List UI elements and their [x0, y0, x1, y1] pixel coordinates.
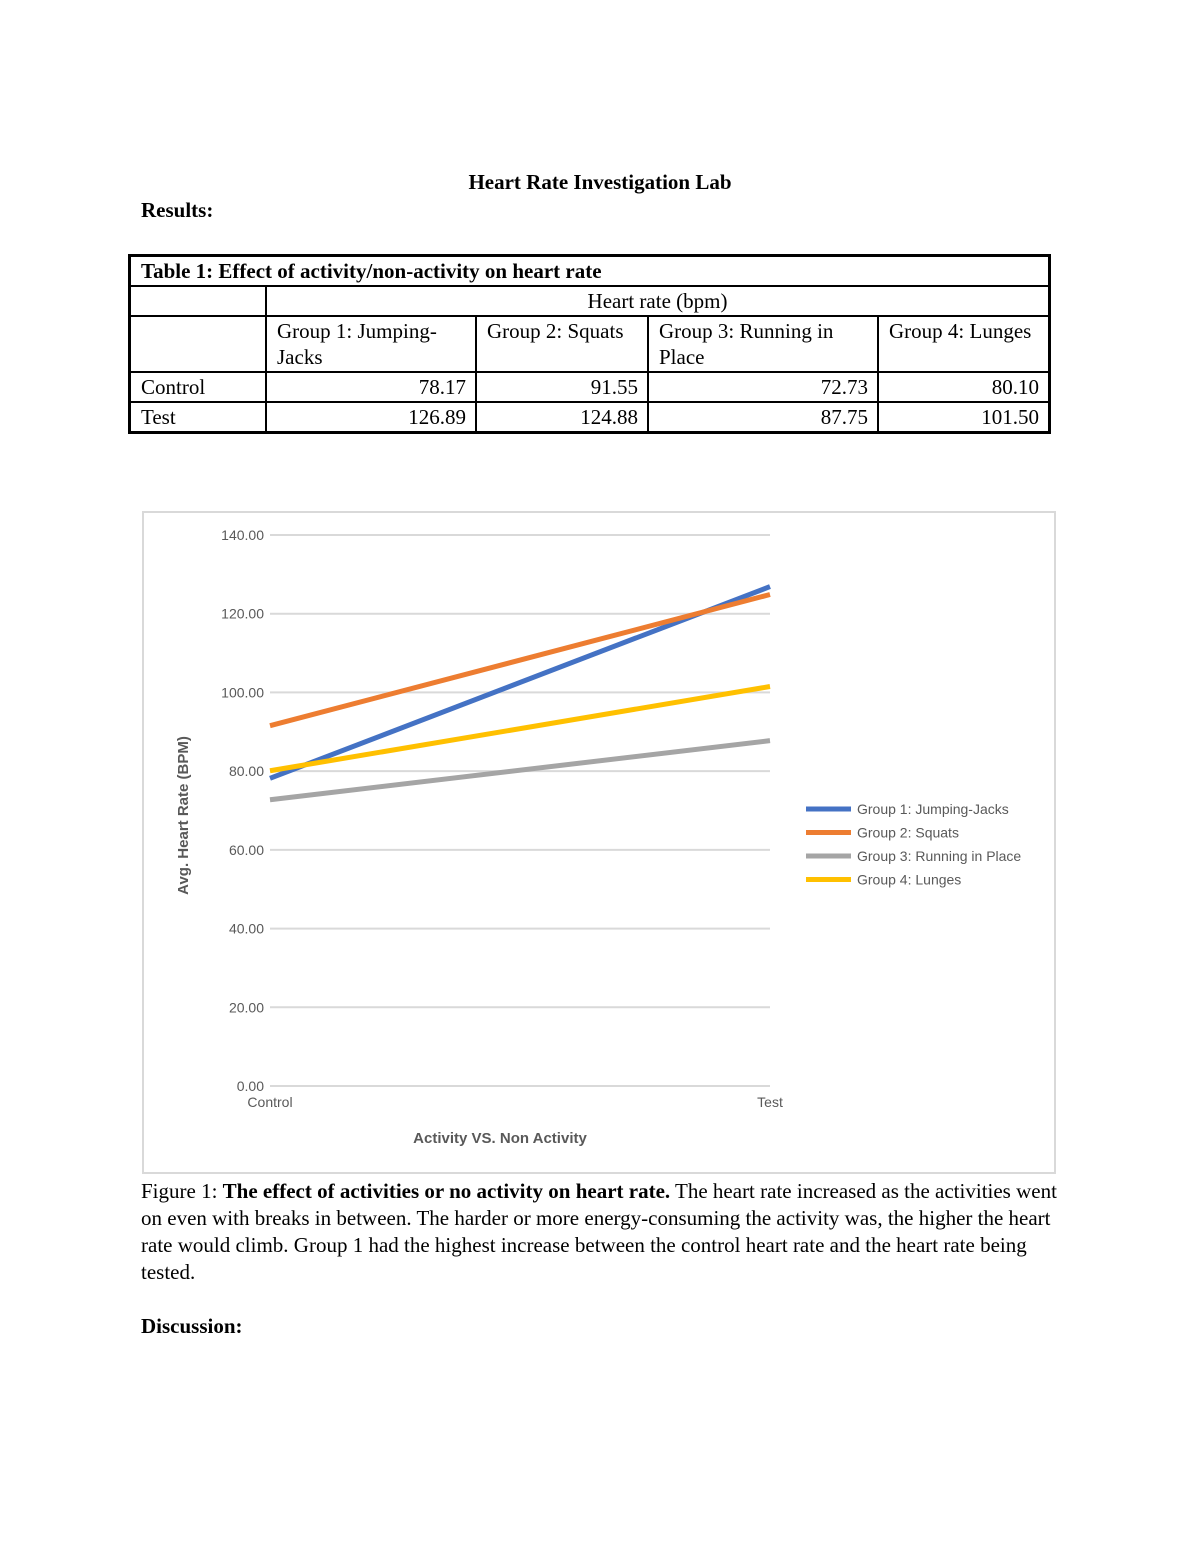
table-caption: Table 1: Effect of activity/non-activity on heart rate	[130, 256, 1050, 287]
table-caption-row	[130, 256, 1050, 287]
y-tick-label: 140.00	[221, 527, 264, 543]
table-row	[130, 402, 1050, 433]
table-column-header: Group 1: Jumping-Jacks	[266, 316, 476, 372]
figure-caption-label: Figure 1:	[141, 1179, 223, 1203]
y-tick-label: 0.00	[236, 1078, 264, 1094]
y-axis-title: Avg. Heart Rate (BPM)	[175, 736, 192, 895]
table-cell: 126.89	[266, 402, 476, 433]
y-tick-label: 100.00	[221, 684, 264, 701]
table-unit-row	[130, 286, 1050, 316]
y-tick-label: 40.00	[228, 920, 264, 937]
document-title: Heart Rate Investigation Lab	[468, 170, 732, 194]
table-unit-header: Heart rate (bpm)	[266, 286, 1050, 316]
table-header-row	[130, 316, 1050, 372]
table-cell: 91.55	[476, 372, 648, 402]
table-cell: 78.17	[266, 372, 476, 402]
results-table	[128, 254, 1051, 434]
figure-caption-text: The heart rate increased as the activities went on even with breaks in between. The harder or more energy-consuming the activity was, the higher the heart rate would climb. Group 1 had the highest increase between the control heart rate and the heart rate being tested.	[141, 1179, 1057, 1284]
table-column-header: Group 3: Running in Place	[648, 316, 878, 372]
y-tick-label: 60.00	[228, 841, 264, 858]
figure-caption	[141, 1178, 1061, 1286]
table-cell: 101.50	[878, 402, 1050, 433]
x-tick-label: Control	[247, 1094, 293, 1110]
table-cell: 80.10	[878, 372, 1050, 402]
legend-label: Group 2: Squats	[857, 824, 959, 841]
chart-frame	[142, 511, 1056, 1174]
y-tick-label: 20.00	[228, 999, 264, 1016]
x-axis-title: Activity VS. Non Activity	[413, 1130, 587, 1147]
table-cell: 72.73	[648, 372, 878, 402]
legend-label: Group 3: Running in Place	[857, 848, 1022, 864]
legend-label: Group 4: Lunges	[857, 871, 962, 888]
table-cell: 124.88	[476, 402, 648, 433]
discussion-heading: Discussion:	[141, 1314, 243, 1338]
table-row-label: Control	[130, 372, 267, 402]
legend-label: Group 1: Jumping-Jacks	[857, 801, 1009, 817]
table-cell: 87.75	[648, 402, 878, 433]
figure-caption-title: The effect of activities or no activity on heart rate.	[222, 1179, 671, 1203]
y-tick-label: 80.00	[228, 763, 264, 780]
line-chart	[144, 513, 1054, 1172]
series-line	[270, 687, 770, 771]
table-empty-cell	[130, 316, 267, 372]
x-tick-label: Test	[757, 1094, 783, 1110]
y-tick-label: 120.00	[221, 605, 264, 622]
table-column-header: Group 2: Squats	[476, 316, 648, 372]
table-row-label: Test	[130, 402, 267, 433]
table-row	[130, 372, 1050, 402]
table-column-header: Group 4: Lunges	[878, 316, 1050, 372]
results-heading: Results:	[141, 198, 214, 222]
table-empty-cell	[130, 286, 267, 316]
